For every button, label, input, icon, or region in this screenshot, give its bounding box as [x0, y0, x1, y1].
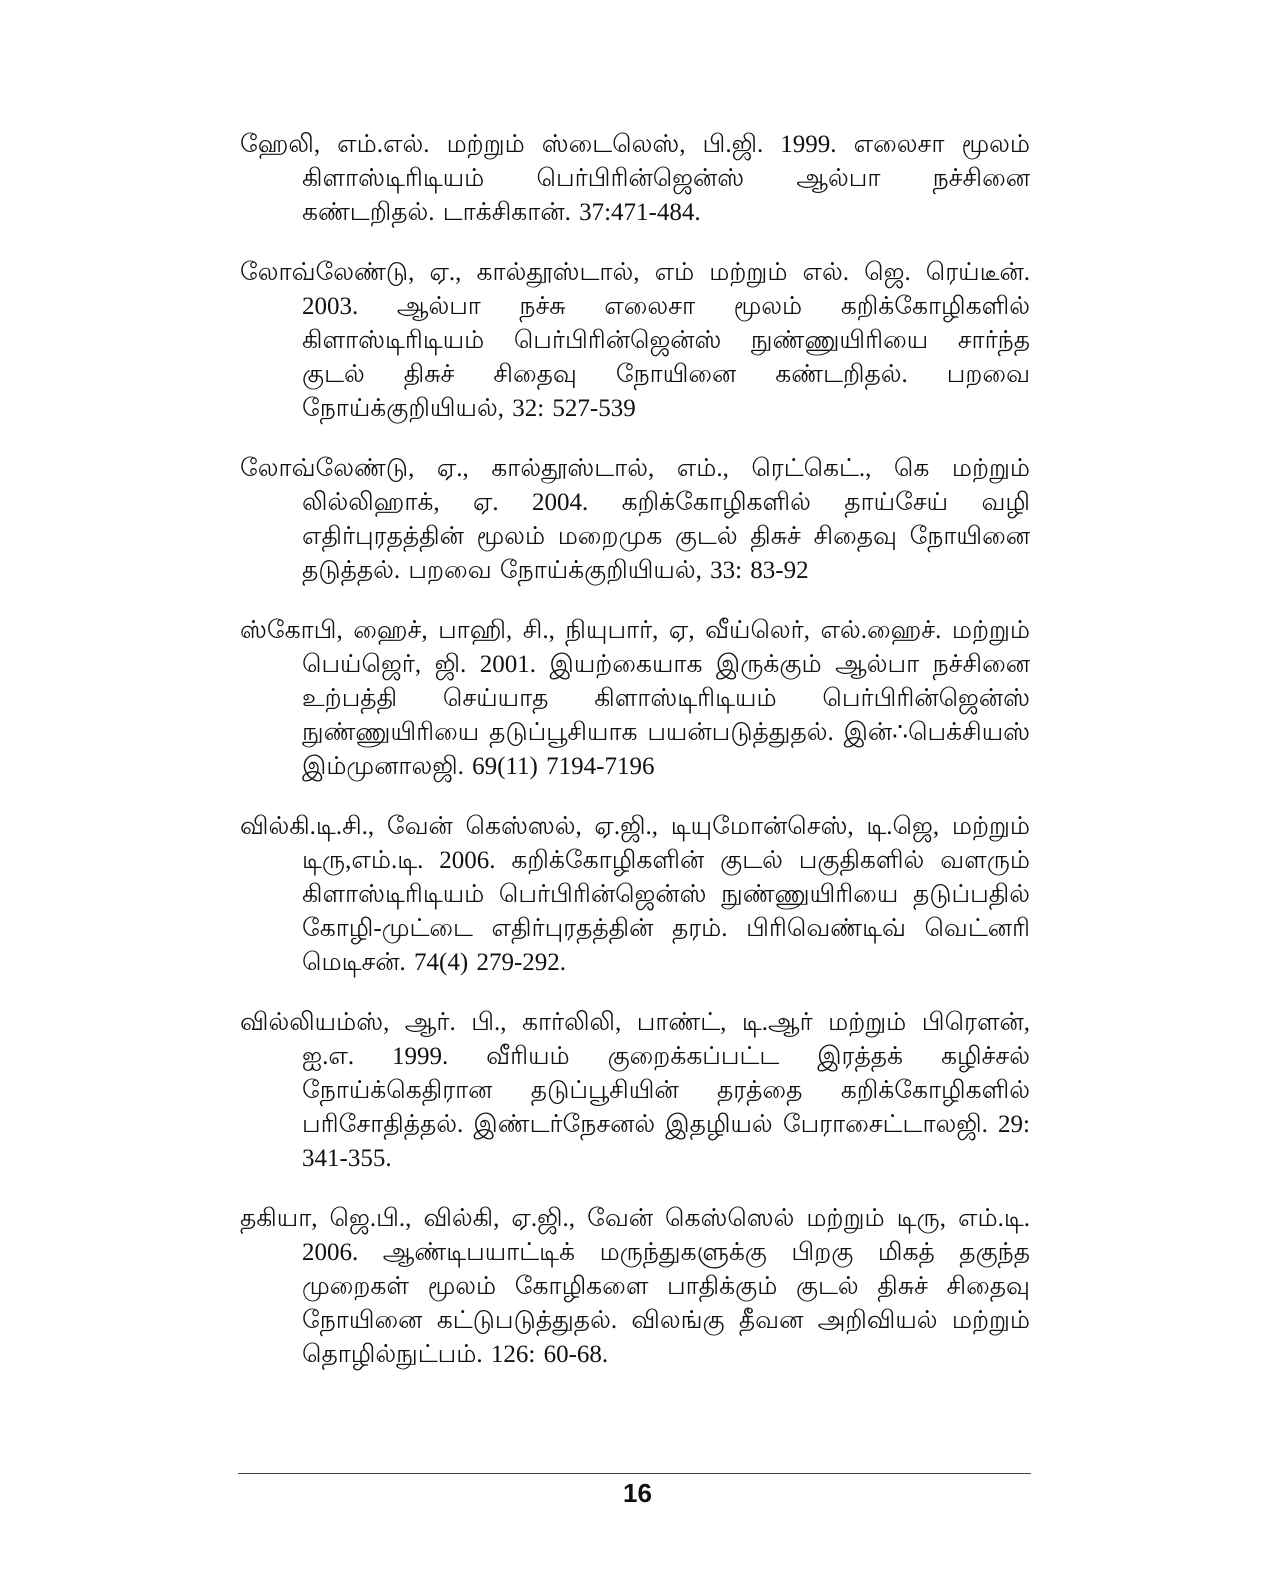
reference-entry-4: ஸ்கோபி, ஹைச், பாஹி, சி., நியுபார், ஏ, வீய்லெர், எல்.ஹைச். மற்றும் பெய்ஜெர், ஜி. 2001. இயற்கையாக இருக்கும் ஆல்பா நச்சினை உற்பத்தி செய்யாத கிளாஸ்டிரிடியம் பெர்பிரின்ஜென்ஸ் நுண்ணுயிரியை தடுப்பூசியாக பயன்படுத்துதல். இன்∴பெக்சியஸ் இம்முனாலஜி. 69(11) 7194-7196	[240, 617, 1030, 780]
reference-entry-6: வில்லியம்ஸ், ஆர். பி., கார்லிலி, பாண்ட், டி.ஆர் மற்றும் பிரௌன், ஐ.எ. 1999. வீரியம் குறைக்கப்பட்ட இரத்தக் கழிச்சல் நோய்க்கெதிரான தடுப்பூசியின் தரத்தை கறிக்கோழிகளில் பரிசோதித்தல். இண்டர்நேசனல் இதழியல் பேராசைட்டாலஜி. 29: 341-355.	[240, 1009, 1030, 1172]
reference-entry-5: வில்கி.டி.சி., வேன் கெஸ்ஸல், ஏ.ஜி., டியுமோன்செஸ், டி.ஜெ, மற்றும் டிரு,எம்.டி. 2006. கறிக்கோழிகளின் குடல் பகுதிகளில் வளரும் கிளாஸ்டிரிடியம் பெர்பிரின்ஜென்ஸ் நுண்ணுயிரியை தடுப்பதில் கோழி-முட்டை எதிர்புரதத்தின் தரம். பிரிவெண்டிவ் வெட்னரி மெடிசன். 74(4) 279-292.	[240, 813, 1030, 976]
page-number: 16	[623, 1478, 652, 1508]
reference-entry-1: ஹேலி, எம்.எல். மற்றும் ஸ்டைலெஸ், பி.ஜி. 1999. எலைசா மூலம் கிளாஸ்டிரிடியம் பெர்பிரின்ஜென்ஸ் ஆல்பா நச்சினை கண்டறிதல். டாக்சிகான். 37:471-484.	[240, 131, 1030, 226]
reference-entry-3: லோவ்லேண்டு, ஏ., கால்தூஸ்டால், எம்., ரெட்கெட்., கெ மற்றும் லில்லிஹாக், ஏ. 2004. கறிக்கோழிகளில் தாய்சேய் வழி எதிர்புரதத்தின் மூலம் மறைமுக குடல் திசுச் சிதைவு நோயினை தடுத்தல். பறவை நோய்க்குறியியல், 33: 83-92	[240, 455, 1030, 584]
reference-list	[240, 128, 1030, 1398]
reference-entry-7: தகியா, ஜெ.பி., வில்கி, ஏ.ஜி., வேன் கெஸ்ஸெல் மற்றும் டிரு, எம்.டி. 2006. ஆண்டிபயாட்டிக் மருந்துகளுக்கு பிறகு மிகத் தகுந்த முறைகள் மூலம் கோழிகளை பாதிக்கும் குடல் திசுச் சிதைவு நோயினை கட்டுபடுத்துதல். விலங்கு தீவன அறிவியல் மற்றும் தொழில்நுட்பம். 126: 60-68.	[240, 1205, 1030, 1368]
reference-entry-2: லோவ்லேண்டு, ஏ., கால்தூஸ்டால், எம் மற்றும் எல். ஜெ. ரெய்டீன். 2003. ஆல்பா நச்சு எலைசா மூலம் கறிக்கோழிகளில் கிளாஸ்டிரிடியம் பெர்பிரின்ஜென்ஸ் நுண்ணுயிரியை சார்ந்த குடல் திசுச் சிதைவு நோயினை கண்டறிதல். பறவை நோய்க்குறியியல், 32: 527-539	[240, 259, 1030, 422]
footer-divider	[238, 1473, 1031, 1474]
